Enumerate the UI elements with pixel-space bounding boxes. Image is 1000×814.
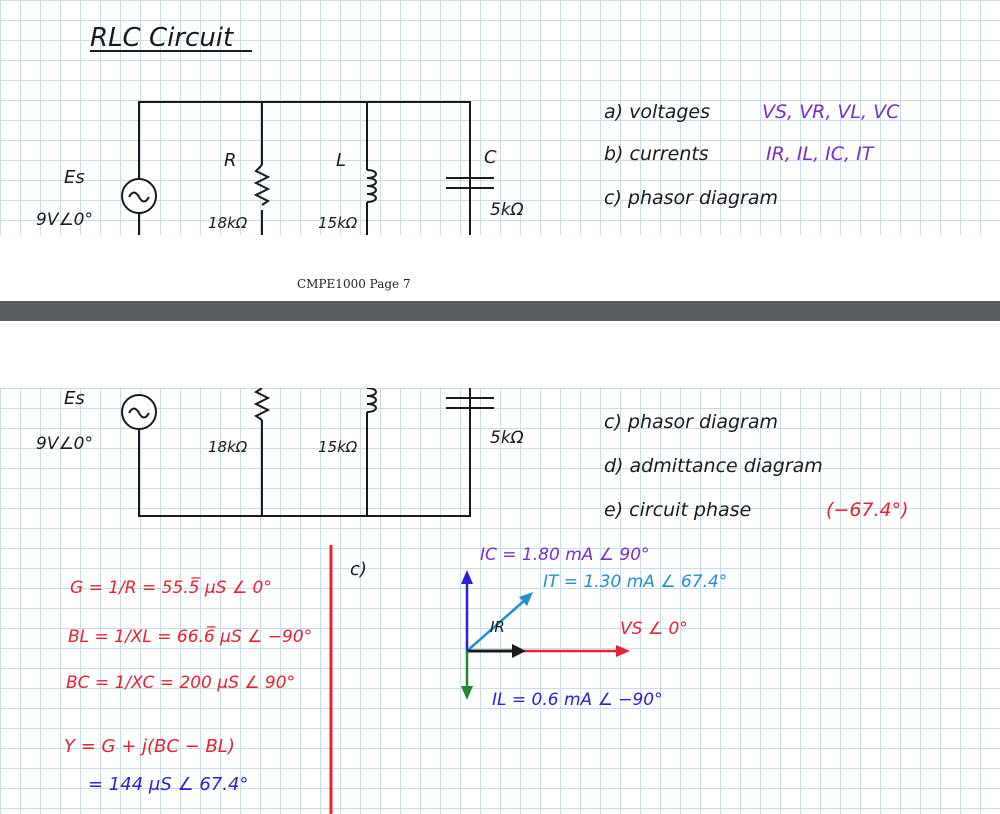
inductor-value: 15kΩ [318, 214, 358, 232]
phasor-il-label: IL = 0.6 mA ∠ −90° [492, 690, 663, 710]
phasor-vs-label: VS ∠ 0° [620, 619, 688, 639]
calc-inductive-susceptance: BL = 1/XL = 66.6̅ μS ∠ −90° [68, 627, 313, 647]
source-value-bottom: 9V∠0° [36, 434, 94, 454]
source-value: 9V∠0° [36, 210, 94, 230]
task-c-top: c) phasor diagram [604, 187, 779, 209]
inductor-value-bottom: 15kΩ [318, 438, 358, 456]
page-separator[interactable] [0, 301, 1000, 321]
task-e-answer: (−67.4°) [826, 499, 909, 521]
page-title: RLC Circuit [90, 23, 234, 53]
capacitor-label: C [484, 147, 497, 168]
circuit-schematic-bottom [122, 388, 494, 516]
phasor-ic-head [461, 570, 473, 584]
calc-admittance: Y = G + j(BC − BL) [64, 736, 235, 757]
bottom-page-ink [0, 388, 1000, 814]
capacitor-value-bottom: 5kΩ [490, 428, 524, 448]
calc-capacitive-susceptance: BC = 1/XC = 200 μS ∠ 90° [66, 673, 296, 693]
resistor-label: R [224, 150, 237, 171]
resistor-value: 18kΩ [208, 214, 248, 232]
resistor-value-bottom: 18kΩ [208, 438, 248, 456]
task-b-prefix: b) currents [604, 143, 709, 165]
phasor-part-label: c) [350, 559, 367, 580]
phasor-ir-label: IR [490, 618, 505, 636]
task-e: e) circuit phase [604, 499, 752, 521]
circuit-schematic-top [122, 102, 494, 235]
task-a-prefix: a) voltages [604, 101, 710, 123]
top-page-ink [0, 0, 1000, 235]
page-number-label: CMPE1000 Page 7 [297, 277, 411, 291]
phasor-it-label: IT = 1.30 mA ∠ 67.4° [543, 572, 728, 592]
task-b-symbols: IR, IL, IC, IT [766, 143, 874, 165]
task-d: d) admittance diagram [604, 455, 823, 477]
calc-conductance: G = 1/R = 55.5̅ μS ∠ 0° [70, 578, 272, 598]
phasor-ic-label: IC = 1.80 mA ∠ 90° [480, 545, 650, 565]
source-label-bottom: Es [64, 388, 85, 409]
calc-admittance-result: = 144 μS ∠ 67.4° [88, 774, 249, 795]
inductor-label: L [336, 150, 347, 171]
source-label: Es [64, 167, 85, 188]
page-gap [0, 321, 1000, 388]
phasor-ir-head [512, 644, 526, 658]
task-c: c) phasor diagram [604, 411, 779, 433]
capacitor-value: 5kΩ [490, 200, 524, 220]
phasor-vs-head [616, 645, 630, 657]
task-a-symbols: VS, VR, VL, VC [762, 101, 900, 123]
phasor-il-head [461, 686, 473, 700]
page-footer [0, 235, 1000, 301]
